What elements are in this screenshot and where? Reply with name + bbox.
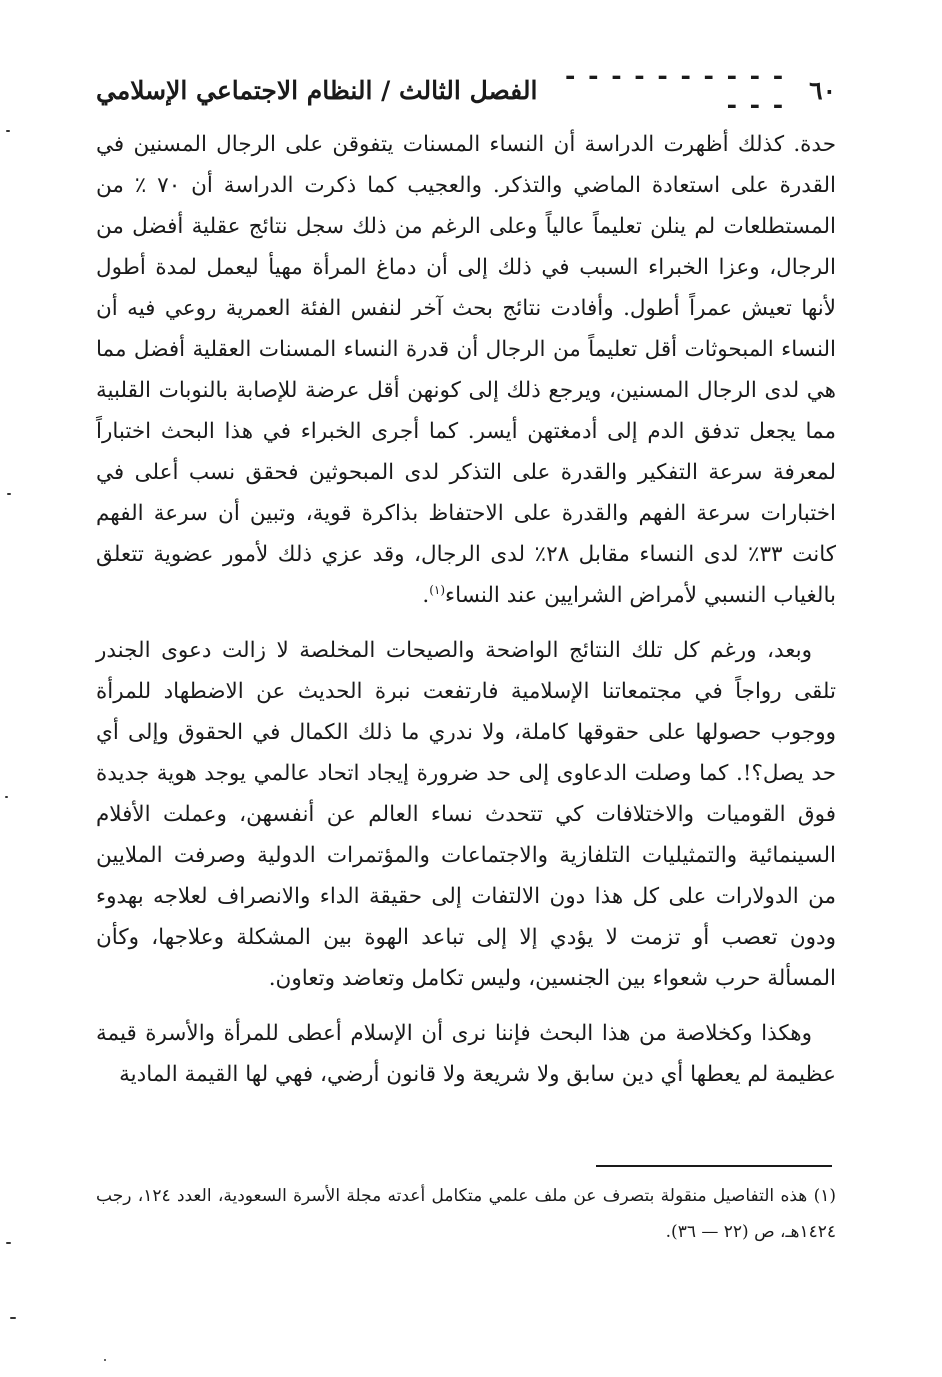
- header-dash-leader: - - - - - - - - - - - - -: [565, 61, 786, 119]
- scan-speck: [10, 1317, 16, 1319]
- paragraph-3: وهكذا وكخلاصة من هذا البحث فإننا نرى أن الإسلام أعطى للمرأة والأسرة قيمة عظيمة لم يعطها أي دين سابق ولا شريعة ولا قانون أرضي، فهي لها القيمة المادية: [96, 1021, 836, 1087]
- scan-speck: [5, 796, 8, 798]
- running-header: [96, 61, 836, 119]
- footnote-reference: (١): [429, 582, 446, 597]
- chapter-running-title: الفصل الثالث / النظام الاجتماعي الإسلامي: [96, 75, 538, 105]
- paragraph-2: وبعد، ورغم كل تلك النتائج الواضحة والصيحات المخلصة لا زالت دعوى الجندر تلقى رواجاً في مجتمعاتنا الإسلامية فارتفعت نبرة الحديث عن الاضطهاد للمرأة ووجوب حصولها على حقوقها كاملة، ولا ندري ما ذلك الكمال في الحقوق وإلى أي حد يصل؟!. كما وصلت الدعاوى إلى حد ضرورة إيجاد اتحاد عالمي يوجد هوية جديدة فوق القوميات والاختلافات كي تتحدث نساء العالم عن أنفسهن، وعملت الأفلام السينمائية والتمثيليات التلفازية والاجتماعات والمؤتمرات الدولية وصرفت الملايين من الدولارات على كل هذا دون الالتفات إلى حقيقة الداء والانصراف لعلاجه بهدوء ودون تعصب أو تزمت لا يؤدي إلا إلى تباعد الهوة بين المشكلة وعلاجها، وكأن المسألة حرب شعواء بين الجنسين، وليس تكامل وتعاضد وتعاون.: [96, 638, 836, 991]
- paragraph-1-text: حدة. كذلك أظهرت الدراسة أن النساء المسنات يتفوقن على الرجال المسنين في القدرة على استعادة الماضي والتذكر. والعجيب كما ذكرت الدراسة أن ٧٠ ٪ من المستطلعات لم ينلن تعليماً عالياً وعلى الرغم من ذلك سجل نتائج عقلية أفضل من الرجال، وعزا الخبراء السبب في ذلك إلى أن دماغ المرأة مهيأ ليعمل لمدة أطول لأنها تعيش عمراً أطول. وأفادت نتائج بحث آخر لنفس الفئة العمرية روعي فيه أن النساء المبحوثات أقل تعليماً من الرجال أن قدرة النساء المسنات العقلية أفضل مما هي لدى الرجال المسنين، ويرجع ذلك إلى كونهن أقل عرضة للإصابة بالنوبات القلبية مما يجعل تدفق الدم إلى أدمغتهن أيسر. كما أجرى الخبراء في هذا البحث اختباراً لمعرفة سرعة التفكير والقدرة على التذكر لدى المبحوثين فحقق نسب أعلى في اختبارات سرعة الفهم والقدرة على الاحتفاظ بذاكرة قوية، وتبين أن سرعة الفهم كانت ٣٣٪ لدى النساء مقابل ٢٨٪ لدى الرجال، وقد عزي ذلك لأمور عضوية تتعلق بالغياب النسبي لأمراض الشرايين عند النساء: [96, 132, 837, 608]
- page-number: ٦٠: [809, 75, 836, 105]
- paragraph-1-end: .: [422, 583, 430, 608]
- footnote: (١) هذه التفاصيل منقولة بتصرف عن ملف علمي متكامل أعدته مجلة الأسرة السعودية، العدد ١٢٤، رجب ١٤٢٤هـ، ص (٢٢ — ٣٦).: [96, 1186, 836, 1242]
- scan-speck: [6, 1242, 11, 1244]
- scan-speck: [104, 1359, 106, 1361]
- footnote-separator: [596, 1165, 832, 1167]
- paragraph-1: [96, 124, 836, 616]
- scan-speck: [6, 130, 10, 132]
- body-text: [96, 124, 836, 1095]
- scan-speck: [7, 493, 11, 495]
